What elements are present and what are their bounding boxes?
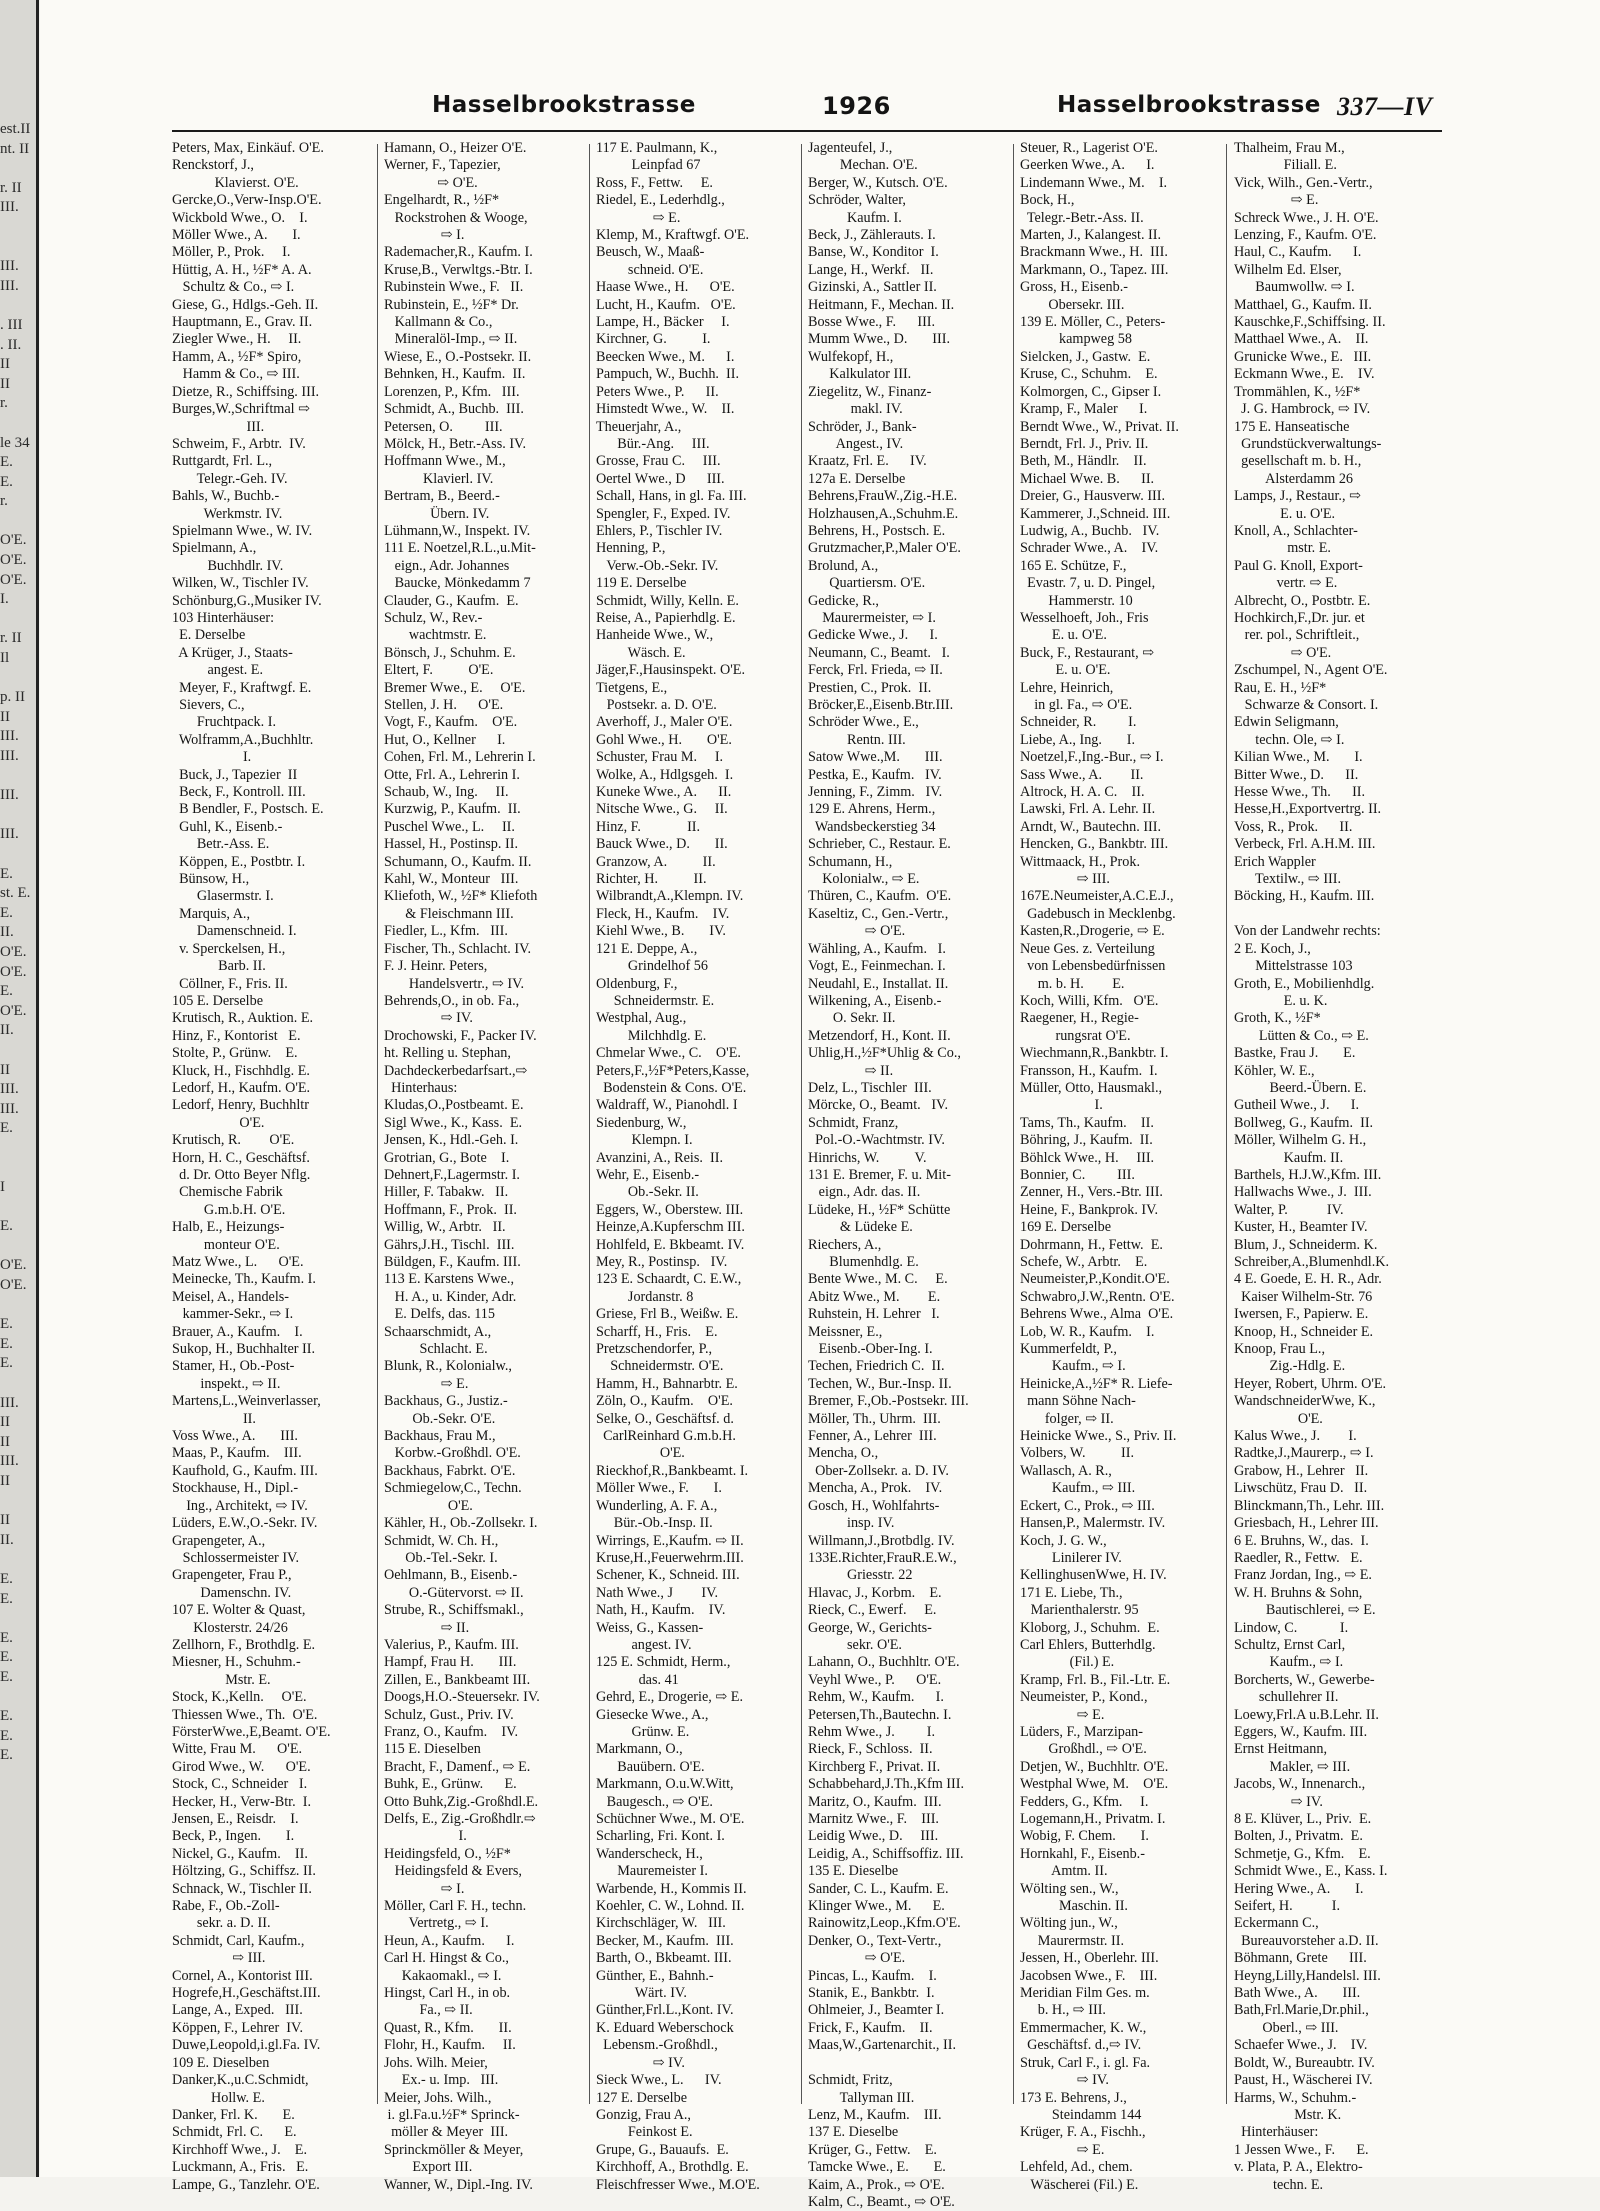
column-divider (377, 144, 378, 2104)
header-rule (172, 130, 1442, 132)
directory-column-4: Jagenteufel, J., Mechan. O'E. Berger, W., Kutsch. O'E. Schröder, Walter, Kaufm. I. Beck, J., Zählerauts. I. Banse, W., Konditor I. Lange, H., Werkf. II. Gizinski, A., Sattler II. Heitmann, F., Mechan. II. Bosse Wwe., F. III. Mumm Wwe., D. III. Wulfekopf, H., Kalkulator III. Ziegelitz, W., Finanz- makl. IV. Schröder, J., Bank- Angest., IV. Kraatz, Frl. E. IV. 127a E. Derselbe Behrens,FrauW.,Zig.-H.E. Holzhausen,A.,Schuhm.E. Behrens, H., Postsch. E. Grutzmacher,P.,Maler O'E. Brolund, A., Quartiersm. O'E. Gedicke, R., Maurermeister, ⇨ I. Gedicke Wwe., J. I. Neumann, C., Beamt. I. Ferck, Frl. Frieda, ⇨ II. Prestien, C., Prok. II. Bröcker,E.,Eisenb.Btr.III. Schröder Wwe., E., Rentn. III. Satow Wwe.,M. III. Pestka, E., Kaufm. IV. Jenning, F., Zimm. IV. 129 E. Ahrens, Herm., Wandsbeckerstieg 34 Schrieber, C., Restaur. E. Schumann, H., Kolonialw., ⇨ E. Thüren, C., Kaufm. O'E. Kaseltiz, C., Gen.-Vertr., ⇨ O'E. Wähling, A., Kaufm. I. Vogt, E., Feinmechan. I. Neudahl, E., Installat. II. Wilkening, A., Eisenb.- O. Sekr. II. Metzendorf, H., Kont. II. Uhlig,H.,½F*Uhlig & Co., ⇨ II. Delz, L., Tischler III. Mörcke, O., Beamt. IV. Schmidt, Franz, Pol.-O.-Wachtmstr. IV. Hinrichs, W. V. 131 E. Bremer, F. u. Mit- eign., Adr. das. II. Lüdeke, H., ½F* Schütte & Lüdeke E. Riechers, A., Blumenhdlg. E. Bente Wwe., M. C. E. Abitz Wwe., M. E. Ruhstein, H. Lehrer I. Meissner, E., Eisenb.-Ober-Ing. I. Techen, Friedrich C. II. Techen, W., Bur.-Insp. II. Bremer, F.,Ob.-Postsekr. III. Möller, Th., Uhrm. III. Fenner, A., Lehrer III. Mencha, O., Ober-Zollsekr. a. D. IV. Mencha, A., Prok. IV. Gosch, H., Wohlfahrts- insp. IV. Willmann,J.,Brotbdlg. IV. 133E.Richter,FrauR.E.W., Griesstr. 22 Hlavac, J., Korbm. E. Rieck, C., Ewerf. E. George, W., Gerichts- sekr. O'E. Lahann, O., Buchhltr. O'E. Veyhl Wwe., P. O'E. Rehm, W., Kaufm. I. Petersen,Th.,Bautechn. I. Rehm Wwe., J. I. Rieck, F., Schloss. II. Kirchberg F., Privat. II. Schabbehard,J.Th.,Kfm III. Maritz, O., Kaufm. III. Marnitz Wwe., F. III. Leidig Wwe., D. III. Leidig, A., Schiffsoffiz. III. 135 E. Dieselbe Sander, C. L., Kaufm. E. Klinger Wwe., M. E. Rainowitz,Leop.,Kfm.O'E. Denker, O., Text-Vertr., ⇨ O'E. Pincas, L., Kaufm. I. Stanik, E., Bankbtr. I. Ohlmeier, J., Beamter I. Frick, F., Kaufm. II. Maas,W.,Gartenarchit., II. Schmidt, Fritz, Tallyman III. Lenz, M., Kaufm. III. 137 E. Dieselbe Krüger, G., Fettw. E. Tamcke Wwe., E. E. Kaim, A., Prok., ⇨ O'E. Kalm, C., Beamt., ⇨ O'E. (808, 140, 969, 2210)
directory-column-2: Hamann, O., Heizer O'E. Werner, F., Tapezier, ⇨ O'E. Engelhardt, R., ½F* Rockstrohen & Wooge, ⇨ I. Rademacher,R., Kaufm. I. Kruse,B., Verwltgs.-Btr. I. Rubinstein Wwe., F. II. Rubinstein, E., ½F* Dr. Kallmann & Co., Mineralöl-Imp., ⇨ II. Wiese, E., O.-Postsekr. II. Behnken, H., Kaufm. II. Lorenzen, P., Kfm. III. Schmidt, A., Buchb. III. Petersen, O. III. Mölck, H., Betr.-Ass. IV. Hoffmann Wwe., M., Klavierl. IV. Bertram, B., Beerd.- Übern. IV. Lühmann,W., Inspekt. IV. 111 E. Noetzel,R.L.,u.Mit- eign., Adr. Johannes Baucke, Mönkedamm 7 Clauder, G., Kaufm. E. Schulz, W., Rev.- wachtmstr. E. Bönsch, J., Schuhm. E. Eltert, F. O'E. Bremer Wwe., E. O'E. Stellen, J. H. O'E. Vogt, F., Kaufm. O'E. Hut, O., Kellner I. Cohen, Frl. M., Lehrerin I. Otte, Frl. A., Lehrerin I. Schaub, W., Ing. II. Kurzwig, P., Kaufm. II. Puschel Wwe., L. II. Hassel, H., Postinsp. II. Schumann, O., Kaufm. II. Kahl, W., Monteur III. Kliefoth, W., ½F* Kliefoth & Fleischmann III. Fiedler, L., Kfm. III. Fischer, Th., Schlacht. IV. F. J. Heinr. Peters, Handelsvertr., ⇨ IV. Behrends,O., in ob. Fa., ⇨ IV. Drochowski, F., Packer IV. ht. Relling u. Stephan, Dachdeckerbedarfsart.,⇨ Hinterhaus: Kludas,O.,Postbeamt. E. Sigl Wwe., K., Kass. E. Jensen, K., Hdl.-Geh. I. Grotrian, G., Bote I. Dehnert,F.,Lagermstr. I. Hiller, F. Tabakw. II. Hoffmann, F., Prok. II. Willig, W., Arbtr. II. Gährs,J.H., Tischl. III. Büldgen, F., Kaufm. III. 113 E. Karstens Wwe., H. A., u. Kinder, Adr. E. Delfs, das. 115 Schaarschmidt, A., Schlacht. E. Blunk, R., Kolonialw., ⇨ E. Backhaus, G., Justiz.- Ob.-Sekr. O'E. Backhaus, Frau M., Korbw.-Großhdl. O'E. Backhaus, Fabrkt. O'E. Schmiegelow,C., Techn. O'E. Kähler, H., Ob.-Zollsekr. I. Schmidt, W. Ch. H., Ob.-Tel.-Sekr. I. Oehlmann, B., Eisenb.- O.-Gütervorst. ⇨ II. Strube, R., Schiffsmakl., ⇨ II. Valerius, P., Kaufm. III. Hampf, Frau H. III. Zillen, E., Bankbeamt III. Doogs,H.O.-Steuersekr. IV. Schulz, Gust., Priv. IV. Franz, O., Kaufm. IV. 115 E. Dieselben Bracht, F., Damenf., ⇨ E. Buhk, E., Grünw. E. Otto Buhk,Zig.-Großhdl.E. Delfs, E., Zig.-Großhdlr.⇨ I. Heidingsfeld, O., ½F* Heidingsfeld & Evers, ⇨ I. Möller, Carl F. H., techn. Vertretg., ⇨ I. Heun, A., Kaufm. I. Carl H. Hingst & Co., Kakaomakl., ⇨ I. Hingst, Carl H., in ob. Fa., ⇨ II. Quast, R., Kfm. II. Flohr, H., Kaufm. II. Johs. Wilh. Meier, Ex.- u. Imp. III. Meier, Johs. Wilh., i. gl.Fa.u.½F* Sprinck- möller & Meyer III. Sprinckmöller & Meyer, Export III. Wanner, W., Dipl.-Ing. IV. (384, 140, 540, 2193)
column-divider (1013, 144, 1014, 2104)
directory-columns (172, 140, 1442, 2210)
directory-column-6: Thalheim, Frau M., Filiall. E. Vick, Wilh., Gen.-Vertr., ⇨ E. Schreck Wwe., J. H. O'E. Lenzing, F., Kaufm. O'E. Haul, C., Kaufm. I. Wilhelm Ed. Elser, Baumwollw. ⇨ I. Matthael, G., Kaufm. II. Kauschke,F.,Schiffsing. II. Matthael Wwe., A. II. Grunicke Wwe., E. III. Eckmann Wwe., E. IV. Trommählen, K., ½F* J. G. Hambrock, ⇨ IV. 175 E. Hanseatische Grundstückverwaltungs- gesellschaft m. b. H., Alsterdamm 26 Lamps, J., Restaur., ⇨ E. u. O'E. Knoll, A., Schlachter- mstr. E. Paul G. Knoll, Export- vertr. ⇨ E. Albrecht, O., Postbtr. E. Hochkirch,F.,Dr. jur. et rer. pol., Schriftleit., ⇨ O'E. Zschumpel, N., Agent O'E. Rau, E. H., ½F* Schwarze & Consort. I. Edwin Seligmann, techn. Ole, ⇨ I. Kilian Wwe., M. I. Bitter Wwe., D. II. Hesse Wwe., Th. II. Hesse,H.,Exportvertrg. II. Voss, R., Prok. II. Verbeck, Frl. A.H.M. III. Erich Wappler Textilw., ⇨ III. Böcking, H., Kaufm. III. Von der Landwehr rechts: 2 E. Koch, J., Mittelstrasse 103 Groth, E., Mobilienhdlg. E. u. K. Groth, K., ½F* Lütten & Co., ⇨ E. Bastke, Frau J. E. Köhler, W. E., Beerd.-Übern. E. Gutheil Wwe., J. I. Bollweg, G., Kaufm. II. Möller, Wilhelm G. H., Kaufm. II. Barthels, H.J.W.,Kfm. III. Hallwachs Wwe., J. III. Walter, P. IV. Kuster, H., Beamter IV. Blum, J., Schneiderm. K. Schreiber,A.,Blumenhdl.K. 4 E. Goede, E. H. R., Adr. Kaiser Wilhelm-Str. 76 Iwersen, F., Papierw. E. Knoop, H., Schneider E. Knoop, Frau L., Zig.-Hdlg. E. Heyer, Robert, Uhrm. O'E. WandschneiderWwe, K., O'E. Kalus Wwe., J. I. Radtke,J.,Maurerp., ⇨ I. Grabow, H., Lehrer II. Liwschütz, Frau D. II. Blinckmann,Th., Lehr. III. Griesbach, H., Lehrer III. 6 E. Bruhns, W., das. I. Raedler, R., Fettw. E. Franz Jordan, Ing., ⇨ E. W. H. Bruhns & Sohn, Bautischlerei, ⇨ E. Lindow, C. I. Schultz, Ernst Carl, Kaufm., ⇨ I. Borcherts, W., Gewerbe- schullehrer II. Loewy,Frl.A u.B.Lehr. II. Eggers, W., Kaufm. III. Ernst Heitmann, Makler, ⇨ III. Jacobs, W., Innenarch., ⇨ IV. 8 E. Klüver, L., Priv. E. Bolten, J., Privatm. E. Schmetje, G., Kfm. E. Schmidt Wwe., E., Kass. I. Hering Wwe., A. I. Seifert, H. I. Eckermann C., Bureauvorsteher a.D. II. Böhmann, Grete III. Heyng,Lilly,Handelsl. III. Bath Wwe., A. III. Bath,Frl.Marie,Dr.phil., Oberl., ⇨ III. Schaefer Wwe., J. IV. Boldt, W., Bureaubtr. IV. Paust, H., Wäscherei IV. Harms, W., Schuhm.- Mstr. K. Hinterhäuser: 1 Jessen Wwe., F. E. v. Plata, P. A., Elektro- techn. E. (1234, 140, 1390, 2193)
directory-column-5: Steuer, R., Lagerist O'E. Geerken Wwe., A. I. Lindemann Wwe., M. I. Bock, H., Telegr.-Betr.-Ass. II. Marten, J., Kalangest. II. Brackmann Wwe., H. III. Markmann, O., Tapez. III. Gross, H., Eisenb.- Obersekr. III. 139 E. Möller, C., Peters- kampweg 58 Sielcken, J., Gastw. E. Kruse, C., Schuhm. E. Kolmorgen, C., Gipser I. Kramp, F., Maler I. Berndt Wwe., W., Privat. II. Berndt, Frl. J., Priv. II. Beth, M., Händlr. II. Michael Wwe. B. II. Dreier, G., Hausverw. III. Kammerer, J.,Schneid. III. Ludwig, A., Buchb. IV. Schrader Wwe., A. IV. 165 E. Schütze, F., Evastr. 7, u. D. Pingel, Hammerstr. 10 Wesselhoeft, Joh., Fris E. u. O'E. Buck, F., Restaurant, ⇨ E. u. O'E. Lehre, Heinrich, in gl. Fa., ⇨ O'E. Schneider, R. I. Liebe, A., Ing. I. Noetzel,F.,Ing.-Bur., ⇨ I. Sass Wwe., A. II. Altrock, H. A. C. II. Lawski, Frl. A. Lehr. II. Arndt, W., Bautechn. III. Hencken, G., Bankbtr. III. Wittmaack, H., Prok. ⇨ III. 167E.Neumeister,A.C.E.J., Gadebusch in Mecklenbg. Kasten,R.,Drogerie, ⇨ E. Neue Ges. z. Verteilung von Lebensbedürfnissen m. b. H. E. Koch, Willi, Kfm. O'E. Raegener, H., Regie- rungsrat O'E. Wiechmann,R.,Bankbtr. I. Fransson, H., Kaufm. I. Müller, Otto, Hausmakl., I. Tams, Th., Kaufm. II. Böhring, J., Kaufm. II. Böhlck Wwe., H. III. Bonnier, C. III. Zenner, H., Vers.-Btr. III. Heine, F., Bankprok. IV. 169 E. Derselbe Dohrmann, H., Fettw. E. Schefe, W., Arbtr. E. Neumeister,P.,Kondit.O'E. Schwabro,J.W.,Rentn. O'E. Behrens Wwe., Alma O'E. Lob, W. R., Kaufm. I. Kummerfeldt, P., Kaufm., ⇨ I. Heinicke,A.,½F* R. Liefe- mann Söhne Nach- folger, ⇨ II. Heinicke Wwe., S., Priv. II. Volbers, W. II. Wallasch, A. R., Kaufm., ⇨ III. Eckert, C., Prok., ⇨ III. Hansen,P., Malermstr. IV. Koch, J. G. W., Linilerer IV. KellinghusenWwe, H. IV. 171 E. Liebe, Th., Marienthalerstr. 95 Kloborg, J., Schuhm. E. Carl Ehlers, Butterhdlg. (Fil.) E. Kramp, Frl. B., Fil.-Ltr. E. Neumeister, P., Kond., ⇨ E. Lüders, F., Marzipan- Großhdl., ⇨ O'E. Detjen, W., Buchhltr. O'E. Westphal Wwe, M. O'E. Fedders, G., Kfm. I. Logemann,H., Privatm. I. Wobig, F. Chem. I. Hornkahl, F., Eisenb.- Amtm. II. Wölting sen., W., Maschin. II. Wölting jun., W., Maurermstr. II. Jessen, H., Oberlehr. III. Jacobsen Wwe., F. III. Meridian Film Ges. m. b. H., ⇨ III. Emmermacher, K. W., Geschäftsf. d.,⇨ IV. Struk, Carl F., i. gl. Fa. ⇨ IV. 173 E. Behrens, J., Steindamm 144 Krüger, F. A., Fischh., ⇨ E. Lehfeld, Ad., chem. Wäscherei (Fil.) E. (1020, 140, 1179, 2193)
column-divider (801, 144, 802, 2104)
year-heading: 1926 (822, 92, 891, 120)
page-number: 337—IV (1337, 92, 1433, 121)
column-divider (1226, 144, 1227, 2104)
directory-column-1: Peters, Max, Einkäuf. O'E. Renckstorf, J., Klavierst. O'E. Gercke,O.,Verw-Insp.O'E. Wickbold Wwe., O. I. Möller Wwe., A. I. Möller, P., Prok. I. Hüttig, A. H., ½F* A. A. Schultz & Co., ⇨ I. Giese, G., Hdlgs.-Geh. II. Hauptmann, E., Grav. II. Ziegler Wwe., H. II. Hamm, A., ½F* Spiro, Hamm & Co., ⇨ III. Dietze, R., Schiffsing. III. Burges,W.,Schriftmal ⇨ III. Schweim, F., Arbtr. IV. Ruttgardt, Frl. L., Telegr.-Geh. IV. Bahls, W., Buchb.- Werkmstr. IV. Spielmann Wwe., W. IV. Spielmann, A., Buchhdlr. IV. Wilken, W., Tischler IV. Schönburg,G.,Musiker IV. 103 Hinterhäuser: E. Derselbe A Krüger, J., Staats- angest. E. Meyer, F., Kraftwgf. E. Sievers, C., Fruchtpack. I. Wolframm,A.,Buchhltr. I. Buck, J., Tapezier II Beck, F., Kontroll. III. B Bendler, F., Postsch. E. Guhl, K., Eisenb.- Betr.-Ass. E. Köppen, E., Postbtr. I. Bünsow, H., Glasermstr. I. Marquis, A., Damenschneid. I. v. Sperckelsen, H., Barb. II. Cöllner, F., Fris. II. 105 E. Derselbe Krutisch, R., Auktion. E. Hinz, F., Kontorist E. Stolte, P., Grünw. E. Kluck, H., Fischhdlg. E. Ledorf, H., Kaufm. O'E. Ledorf, Henry, Buchhltr O'E. Krutisch, R. O'E. Horn, H. C., Geschäftsf. d. Dr. Otto Beyer Nflg. Chemische Fabrik G.m.b.H. O'E. Halb, E., Heizungs- monteur O'E. Matz Wwe., L. O'E. Meinecke, Th., Kaufm. I. Meisel, A., Handels- kammer-Sekr., ⇨ I. Brauer, A., Kaufm. I. Sukop, H., Buchhalter II. Stamer, H., Ob.-Post- inspekt., ⇨ II. Martens,L.,Weinverlasser, II. Voss Wwe., A. III. Maas, P., Kaufm. III. Kaufhold, G., Kaufm. III. Stockhause, H., Dipl.- Ing., Architekt, ⇨ IV. Lüders, E.W.,O.-Sekr. IV. Grapengeter, A., Schlossermeister IV. Grapengeter, Frau P., Damenschn. IV. 107 E. Wolter & Quast, Klosterstr. 24/26 Zellhorn, F., Brothdlg. E. Miesner, H., Schuhm.- Mstr. E. Stock, K.,Kelln. O'E. Thiessen Wwe., Th. O'E. FörsterWwe.,E,Beamt. O'E. Witte, Frau M. O'E. Girod Wwe., W. O'E. Stock, C., Schneider I. Hecker, H., Verw-Btr. I. Jensen, E., Reisdr. I. Beck, P., Ingen. I. Nickel, G., Kaufm. II. Höltzing, G., Schiffsz. II. Schnack, W., Tischler II. Rabe, F., Ob.-Zoll- sekr. a. D. II. Schmidt, Carl, Kaufm., ⇨ III. Cornel, A., Kontorist III. Hogrefe,H.,Geschäftst.III. Lange, A., Exped. III. Köppen, F., Lehrer IV. Duwe,Leopold,i.gl.Fa. IV. 109 E. Dieselben Danker,K.,u.C.Schmidt, Hollw. E. Danker, Frl. K. E. Schmidt, Frl. C. E. Kirchhoff Wwe., J. E. Luckmann, A., Fris. E. Lampe, G., Tanzlehr. O'E. (172, 140, 331, 2193)
column-divider (589, 144, 590, 2104)
street-heading-left: Hasselbrookstrasse (432, 92, 696, 118)
previous-page-margin: est.II nt. II r. II III. III. III. . III . II. II II r. le 34 E. E. r. O'E. O'E. O'E. I. r. II Il p. II II III. III. III. III. E. st. E. E. II. O'E. O'E. E. O'E. II. II III. III. E. I E. O'E. O'E. E. E. E. III. II II III. II II II. E. E. E. E. E. E. E. E. (0, 121, 31, 1764)
binding-edge (36, 0, 39, 2177)
page-header (172, 92, 1442, 132)
directory-column-3: 117 E. Paulmann, K., Leinpfad 67 Ross, F., Fettw. E. Riedel, E., Lederhdlg., ⇨ E. Klemp, M., Kraftwgf. O'E. Beusch, W., Maaß- schneid. O'E. Haase Wwe., H. O'E. Lucht, H., Kaufm. O'E. Lampe, H., Bäcker I. Kirchner, G. I. Beecken Wwe., M. I. Pampuch, W., Buchh. II. Peters Wwe., P. II. Himstedt Wwe., W. II. Theuerjahr, A., Bür.-Ang. III. Grosse, Frau C. III. Oertel Wwe., D III. Schall, Hans, in gl. Fa. III. Spengler, F., Exped. IV. Ehlers, P., Tischler IV. Henning, P., Verw.-Ob.-Sekr. IV. 119 E. Derselbe Schmidt, Willy, Kelln. E. Reise, A., Papierhdlg. E. Hanheide Wwe., W., Wäsch. E. Jäger,F.,Hausinspekt. O'E. Tietgens, E., Postsekr. a. D. O'E. Averhoff, J., Maler O'E. Gohl Wwe., H. O'E. Schuster, Frau M. I. Wolke, A., Hdlgsgeh. I. Kuneke Wwe., A. II. Nitsche Wwe., G. II. Hinz, F. II. Bauck Wwe., D. II. Granzow, A. II. Richter, H. II. Wilbrandt,A.,Klempn. IV. Fleck, H., Kaufm. IV. Kiehl Wwe., B. IV. 121 E. Deppe, A., Grindelhof 56 Oldenburg, F., Schneidermstr. E. Westphal, Aug., Milchhdlg. E. Chmelar Wwe., C. O'E. Peters,F.,½F*Peters,Kasse, Bodenstein & Cons. O'E. Waldraff, W., Pianohdl. I Siedenburg, W., Klempn. I. Avanzini, A., Reis. II. Wehr, E., Eisenb.- Ob.-Sekr. II. Eggers, W., Oberstew. III. Heinze,A.Kupferschm III. Hohlfeld, E. Bkbeamt. IV. Mey, R., Postinsp. IV. 123 E. Schaardt, C. E.W., Jordanstr. 8 Griese, Frl B., Weißw. E. Scharff, H., Fris. E. Pretzschendorfer, P., Schneidermstr. O'E. Hamm, H., Bahnarbtr. E. Zöln, O., Kaufm. O'E. Selke, O., Geschäftsf. d. CarlReinhard G.m.b.H. O'E. Rieckhof,R.,Bankbeamt. I. Möller Wwe., F. I. Wunderling, A. F. A., Bür.-Ob.-Insp. II. Wirrings, E.,Kaufm. ⇨ II. Kruse,H.,Feuerwehrm.III. Schener, K., Schneid. III. Nath Wwe., J IV. Nath, H., Kaufm. IV. Weiss, G., Kassen- angest. IV. 125 E. Schmidt, Herm., das. 41 Gehrd, E., Drogerie, ⇨ E. Giesecke Wwe., A., Grünw. E. Markmann, O., Bauübern. O'E. Markmann, O.u.W.Witt, Baugesch., ⇨ O'E. Schüchner Wwe., M. O'E. Scharling, Fri. Kont. I. Wanderscheck, H., Mauremeister I. Warbende, H., Kommis II. Koehler, C. W., Lohnd. II. Kirchschläger, W. III. Becker, M., Kaufm. III. Barth, O., Bkbeamt. III. Günther, E., Bahnh.- Wärt. IV. Günther,Frl.L.,Kont. IV. K. Eduard Weberschock Lebensm.-Großhdl., ⇨ IV. Sieck Wwe., L. IV. 127 E. Derselbe Gonzig, Frau A., Feinkost E. Grupe, G., Bauaufs. E. Kirchhoff, A., Brothdlg. E. Fleischfresser Wwe., M.O'E. (596, 140, 760, 2193)
street-heading-right: Hasselbrookstrasse (1057, 92, 1321, 118)
